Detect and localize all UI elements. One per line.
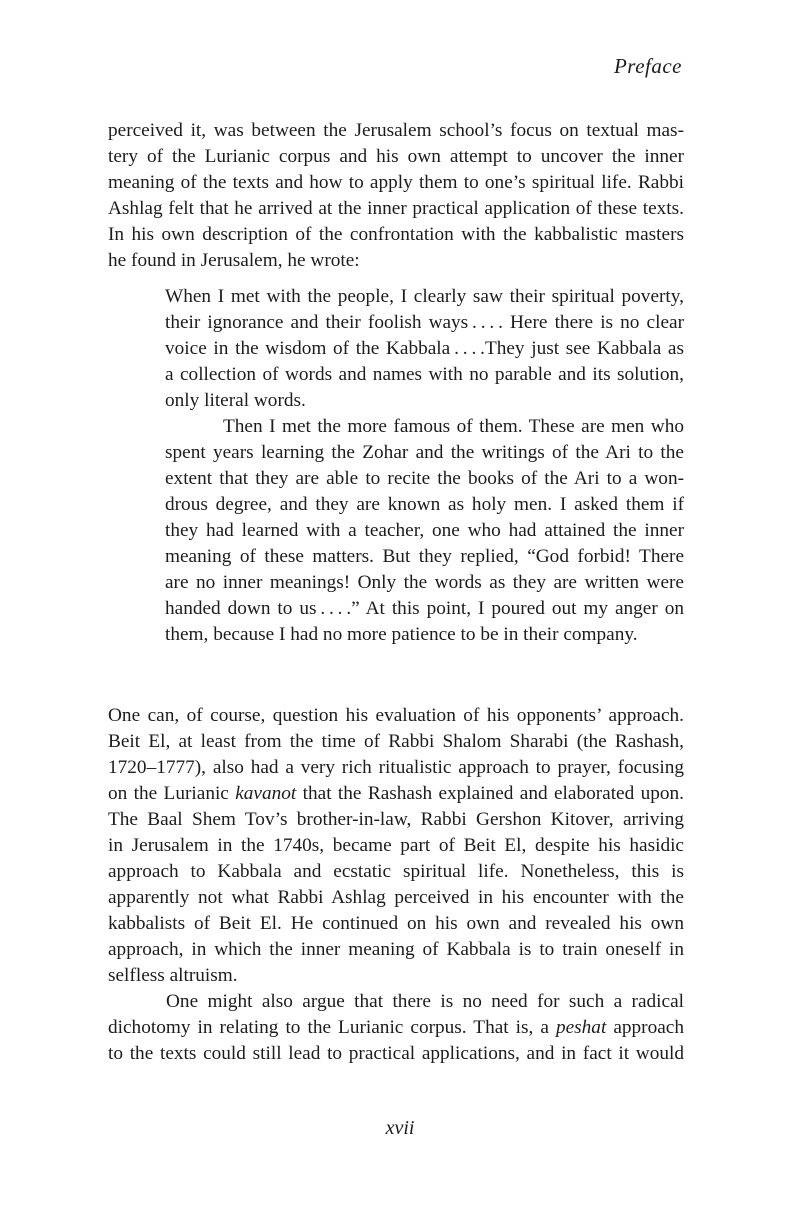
- quote-line: meaning of these matters. But they replied, “God forbid! There: [165, 546, 684, 567]
- text-line: kabbalists of Beit El. He continued on his own and revealed his own: [108, 913, 684, 934]
- text-run: on the Lurianic: [108, 783, 236, 804]
- text-line: [108, 781, 684, 807]
- quote-line: are no inner meanings! Only the words as they are written were: [165, 572, 684, 593]
- text-line: in Jerusalem in the 1740s, became part of Beit El, despite his hasidic: [108, 835, 684, 856]
- quote-line: voice in the wisdom of the Kabbala . . . .They just see Kabbala as: [165, 338, 684, 359]
- italic-term-peshat: peshat: [555, 1017, 607, 1038]
- text-line: selfless altruism.: [108, 965, 238, 986]
- text-line: One can, of course, question his evaluation of his opponents’ approach.: [108, 705, 684, 726]
- text-line: One might also argue that there is no need for such a radical: [166, 991, 684, 1012]
- quote-line: a collection of words and names with no parable and its solution,: [165, 364, 684, 385]
- text-line: approach, in which the inner meaning of Kabbala is to train oneself in: [108, 939, 684, 960]
- quote-line: handed down to us . . . .” At this point, I poured out my anger on: [165, 598, 684, 619]
- text-run: approach: [606, 1017, 684, 1038]
- block-quote-paragraph-1: [165, 284, 684, 414]
- paragraph-1: [108, 118, 684, 274]
- quote-line: their ignorance and their foolish ways . . . . Here there is no clear: [165, 312, 684, 333]
- block-quote-paragraph-2: [165, 414, 684, 648]
- text-line: apparently not what Rabbi Ashlag perceived in his encounter with the: [108, 887, 684, 908]
- text-line: he found in Jerusalem, he wrote:: [108, 250, 360, 271]
- text-run: that the Rashash explained and elaborated upon.: [296, 783, 685, 804]
- quote-line: they had learned with a teacher, one who had attained the inner: [165, 520, 684, 541]
- paragraph-3: [108, 989, 684, 1067]
- paragraph-2: [108, 703, 684, 989]
- quote-line: spent years learning the Zohar and the writings of the Ari to the: [165, 442, 684, 463]
- text-run: dichotomy in relating to the Lurianic corpus. That is, a: [108, 1017, 556, 1038]
- text-line: [108, 1015, 684, 1041]
- running-head: Preface: [613, 54, 682, 78]
- quote-line: only literal words.: [165, 390, 306, 411]
- page-number: xvii: [385, 1117, 415, 1139]
- text-line: Beit El, at least from the time of Rabbi Shalom Sharabi (the Rashash,: [108, 731, 684, 752]
- text-line: meaning of the texts and how to apply them to one’s spiritual life. Rabbi: [108, 172, 684, 193]
- text-line: tery of the Lurianic corpus and his own attempt to uncover the inner: [108, 146, 684, 167]
- text-line: The Baal Shem Tov’s brother-in-law, Rabbi Gershon Kitover, arriving: [108, 809, 684, 830]
- block-quote: [165, 284, 684, 648]
- text-line: 1720–1777), also had a very rich ritualistic approach to prayer, focusing: [108, 757, 684, 778]
- text-line: to the texts could still lead to practical applications, and in fact it would: [108, 1043, 684, 1064]
- quote-line: extent that they are able to recite the books of the Ari to a won-: [165, 468, 684, 489]
- quote-line: When I met with the people, I clearly saw their spiritual poverty,: [165, 286, 684, 307]
- text-line: In his own description of the confrontation with the kabbalistic masters: [108, 224, 684, 245]
- quote-line: them, because I had no more patience to be in their company.: [165, 624, 638, 645]
- quote-line: drous degree, and they are known as holy men. I asked them if: [165, 494, 684, 515]
- text-line: perceived it, was between the Jerusalem school’s focus on textual mas-: [108, 120, 684, 141]
- italic-term-kavanot: kavanot: [235, 783, 297, 804]
- quote-line: Then I met the more famous of them. These are men who: [223, 416, 684, 437]
- text-line: Ashlag felt that he arrived at the inner practical application of these texts.: [108, 198, 684, 219]
- text-line: approach to Kabbala and ecstatic spiritual life. Nonetheless, this is: [108, 861, 684, 882]
